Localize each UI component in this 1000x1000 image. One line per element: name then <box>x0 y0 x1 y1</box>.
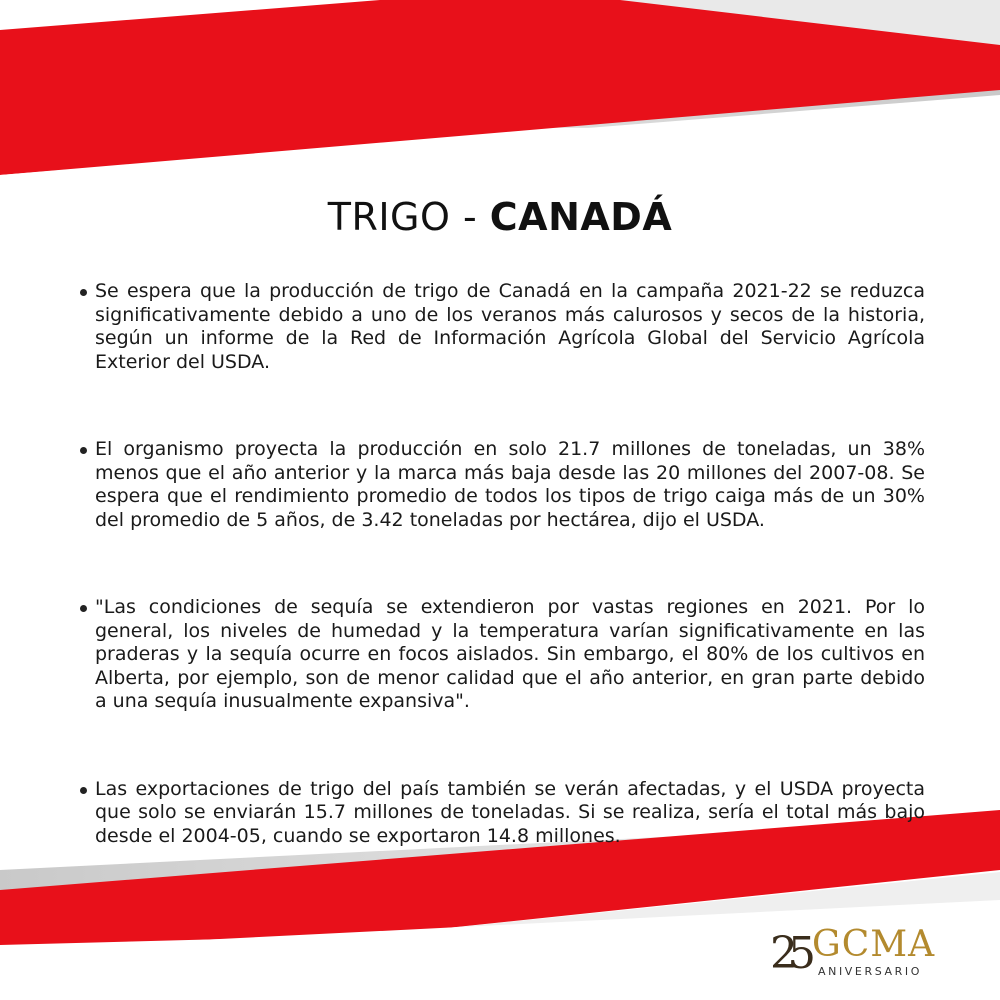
list-item <box>75 280 925 374</box>
bullet-text: "Las condiciones de sequía se extendieron por vastas regiones en 2021. Por lo general, los niveles de humedad y la temperatura varían significativamente en las praderas y la sequía ocurre en focos aislados. Sin embargo, el 80% de los cultivos en Alberta, por ejemplo, son de menor calidad que el año anterior, en gran parte debido a una sequía inusualmente expansiva". <box>95 596 925 712</box>
title-bold: CANADÁ <box>489 195 673 240</box>
bullet-list <box>75 280 925 912</box>
bullet-icon <box>80 605 87 612</box>
bullet-icon <box>80 289 87 296</box>
bullet-text: Las exportaciones de trigo del país también se verán afectadas, y el USDA proyecta que solo se enviarán 15.7 millones de toneladas. Si se realiza, sería el total más bajo desde el 2004-05, cuando se exportaron 14.8 millones. <box>95 777 925 847</box>
bullet-icon <box>80 447 87 454</box>
logo-number: 25 <box>770 928 806 979</box>
page-title <box>0 195 1000 239</box>
bullet-text: El organismo proyecta la producción en solo 21.7 millones de toneladas, un 38% menos que el año anterior y la marca más baja desde las 20 millones del 2007-08. Se espera que el rendimiento promedio de todos los tipos de trigo caiga más de un 30% del promedio de 5 años, de 3.42 toneladas por hectárea, dijo el USDA. <box>95 438 925 531</box>
bullet-text: Se espera que la producción de trigo de Canadá en la campaña 2021-22 se reduzca significativamente debido a uno de los veranos más calurosos y secos de la historia, según un informe de la Red de Información Agrícola Global del Servicio Agrícola Exterior del USDA. <box>95 280 925 373</box>
gcma-anniversary-logo <box>770 920 945 990</box>
logo-subtitle: ANIVERSARIO <box>818 965 922 978</box>
list-item <box>75 596 925 714</box>
title-regular: TRIGO - <box>327 195 490 240</box>
list-item <box>75 438 925 532</box>
logo-brand: GCMA <box>812 924 936 965</box>
list-item <box>75 778 925 849</box>
bullet-icon <box>80 787 87 794</box>
